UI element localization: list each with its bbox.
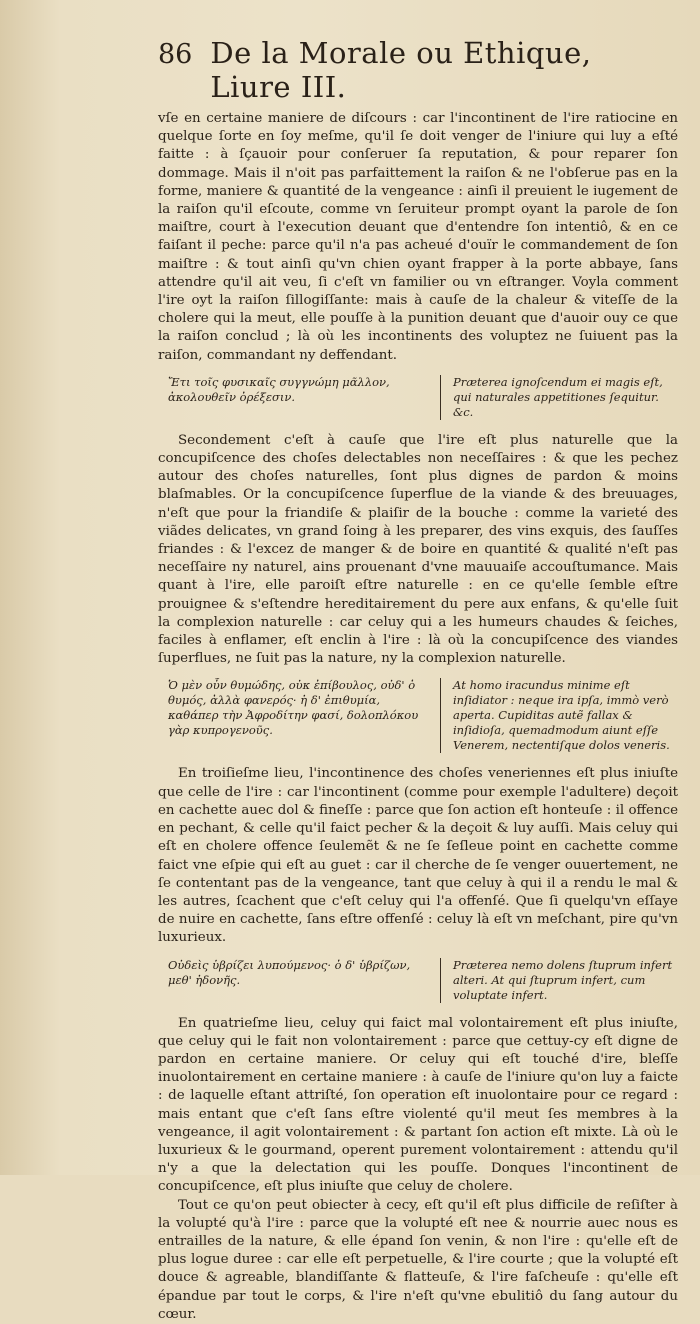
marginal-note xyxy=(158,375,678,420)
latin-translation: Præterea nemo dolens ſtuprum infert alteri. At qui ſtuprum infert, cum voluptate infert. xyxy=(453,957,673,1002)
divider xyxy=(440,678,441,753)
paragraph: Tout ce qu'on peut obiecter à cecy, eſt qu'il eſt plus difficile de reſiſter à la volupté qu'à l'ire : parce que la volupté eſt nee & nourrie auec nous es entrailles de la nature, & elle épand ſon venin, & non l'ire : qu'elle eſt de plus logue duree : car elle eſt perpetuelle, & l'ire courte ; que la volupté eſt douce & agreable, blandiſſante & flatteuſe, & l'ire faſcheuſe : qu'elle eſt épandue par tout le corps, & l'ire n'eſt qu'vne ebulitiô du ſang autour du cœur. xyxy=(158,1197,678,1322)
greek-quote: Ὁ μὲν οὖν θυμώδης, οὐκ ἐπίβουλος, οὐδ' ὁ θυμός, ἀλλὰ φανερός· ἡ δ' ἐπιθυμία, καθάπερ τὴν Ἀφροδίτην φασί, δολοπλόκου γὰρ κυπρογενοῦς. xyxy=(168,678,419,738)
paragraph: vſe en certaine maniere de diſcours : car l'incontinent de l'ire ratiocine en quelque ſorte en ſoy meſme, qu'il ſe doit venger de l'iniure qui luy a eſté faitte : à ſçauoir pour conſeruer ſa reputation, & pour reparer ſon dommage. Mais il n'oit pas parfaittement la raiſon & ne l'obſerue pas en la forme, maniere & quantité de la vengeance : ainſi il preuient le iugement de la raiſon qu'il eſcoute, comme vn ſeruiteur prompt oyant la parole de ſon maiſtre, court à l'execution deuant que d'entendre ſon intentiô, & en ce faiſant il peche: parce qu'il n'a pas acheué d'ouïr le commandement de ſon maiſtre : & tout ainſi qu'vn chien oyant frapper à la porte abbaye, ſans attendre qu'il ait veu, ſi c'eſt vn familier ou vn eſtranger. Voyla comment l'ire oyt la raiſon ſillogiſſante: mais à cauſe de la chaleur & viteſſe de la cholere qui la meut, elle pouſſe à la punition deuant que d'auoir ouy ce que la raiſon conclud ; là où les incontinents des voluptez ne ſuiuent pas la raiſon, commandant ny deffendant. xyxy=(158,111,678,363)
paragraph: En troiſieſme lieu, l'incontinence des choſes veneriennes eſt plus iniuſte que celle de l'ire : car l'incontinent (comme pour exemple l'adultere) deçoit en cachette auec dol & fineſſe : parce que ſon action eſt honteuſe : il offence en pechant, & celle qu'il faict pecher & la deçoit & luy auſſi. Mais celuy qui eſt en cholere offence ſeulemẽt & ne ſe ſeſleue point en cachette comme faict vne eſpie qui eſt au guet : car il cherche de ſe venger ouuertement, ne ſe contentant pas de la vengeance, tant que celuy à qui il a rendu le mal & les autres, ſcachent que c'eſt celuy qui l'a offenſé. Que ſi quelqu'vn eſſaye de nuire en cachette, ſans eſtre offenſé : celuy là eſt vn meſchant, pire qu'vn luxurieux. xyxy=(158,766,678,946)
latin-translation: Præterea ignoſcendum ei magis eſt, qui naturales appetitiones ſequitur. &c. xyxy=(453,374,663,419)
divider xyxy=(440,375,441,420)
running-title: De la Morale ou Ethique, Liure III. xyxy=(210,36,592,104)
divider xyxy=(440,958,441,1003)
marginal-note xyxy=(158,958,678,1003)
greek-quote: Οὐδεὶς ὑβρίζει λυπούμενος· ὁ δ' ὑβρίζων, μεθ' ἡδονῆς. xyxy=(168,957,411,987)
page-header xyxy=(158,36,678,104)
greek-quote: Ἔτι τοῖς φυσικαῖς συγγνώμη μᾶλλον, ἀκολουθεῖν ὀρέξεσιν. xyxy=(168,374,390,404)
marginal-note xyxy=(158,678,678,753)
paragraph: Secondement c'eſt à cauſe que l'ire eſt plus naturelle que la concupiſcence des choſes delectables non neceſſaires : & que les pechez autour des choſes naturelles, ſont plus dignes de pardon & moins blaſmables. Or la concupiſcence ſuperflue de la viande & des breuuages, n'eſt que pour la friandiſe & plaiſir de la bouche : comme la varieté des viãdes delicates, vn grand ſoing à les preparer, des vins exquis, des ſauſſes friandes : & l'excez de manger & de boire en quantité & qualité n'eſt pas neceſſaire ny naturel, ains prouenant d'vne mauuaiſe accouſtumance. Mais quant à l'ire, elle paroiſt eſtre naturelle : en ce qu'elle ſemble eſtre prouignee & s'eſtendre hereditairement du pere aux enfans, & qu'elle ſuit la complexion naturelle : car celuy qui a les humeurs chaudes & ſeiches, faciles à enflamer, eſt enclin à l'ire : là où la concupiſcence des viandes ſuperflues, ne ſuit pas la nature, ny la complexion naturelle. xyxy=(158,432,678,667)
latin-translation: Αt homo iracundus minime eſt inſidiator : neque ira ipſa, immò verò aperta. Cupiditas autẽ fallax & inſidioſa, quemadmodum aiunt eſſe Venerem, nectentiſque dolos veneris. xyxy=(453,678,670,753)
page-number: 86 xyxy=(158,39,193,70)
paragraph: En quatrieſme lieu, celuy qui faict mal volontairement eſt plus iniuſte, que celuy qui le fait non volontairement : parce que cettuy-cy eſt digne de pardon en certaine maniere. Or celuy qui eſt touché d'ire, bleſſe inuolontairement en certaine maniere : à cauſe de l'iniure qu'on luy a faicte : de laquelle eſtant attriſté, ſon operation eſt inuolontaire pour ce regard : mais entant que c'eſt ſans eſtre violenté qu'il meut ſes membres à la vengeance, il agit volontairement : & partant ſon action eſt mixte. Là où le luxurieux & le gourmand, operent purement volontairement : attendu qu'il n'y a que la delectation qui les pouſſe. Donques l'incontinent de concupiſcence, eſt plus iniuſte que celuy de cholere. xyxy=(158,1015,678,1195)
